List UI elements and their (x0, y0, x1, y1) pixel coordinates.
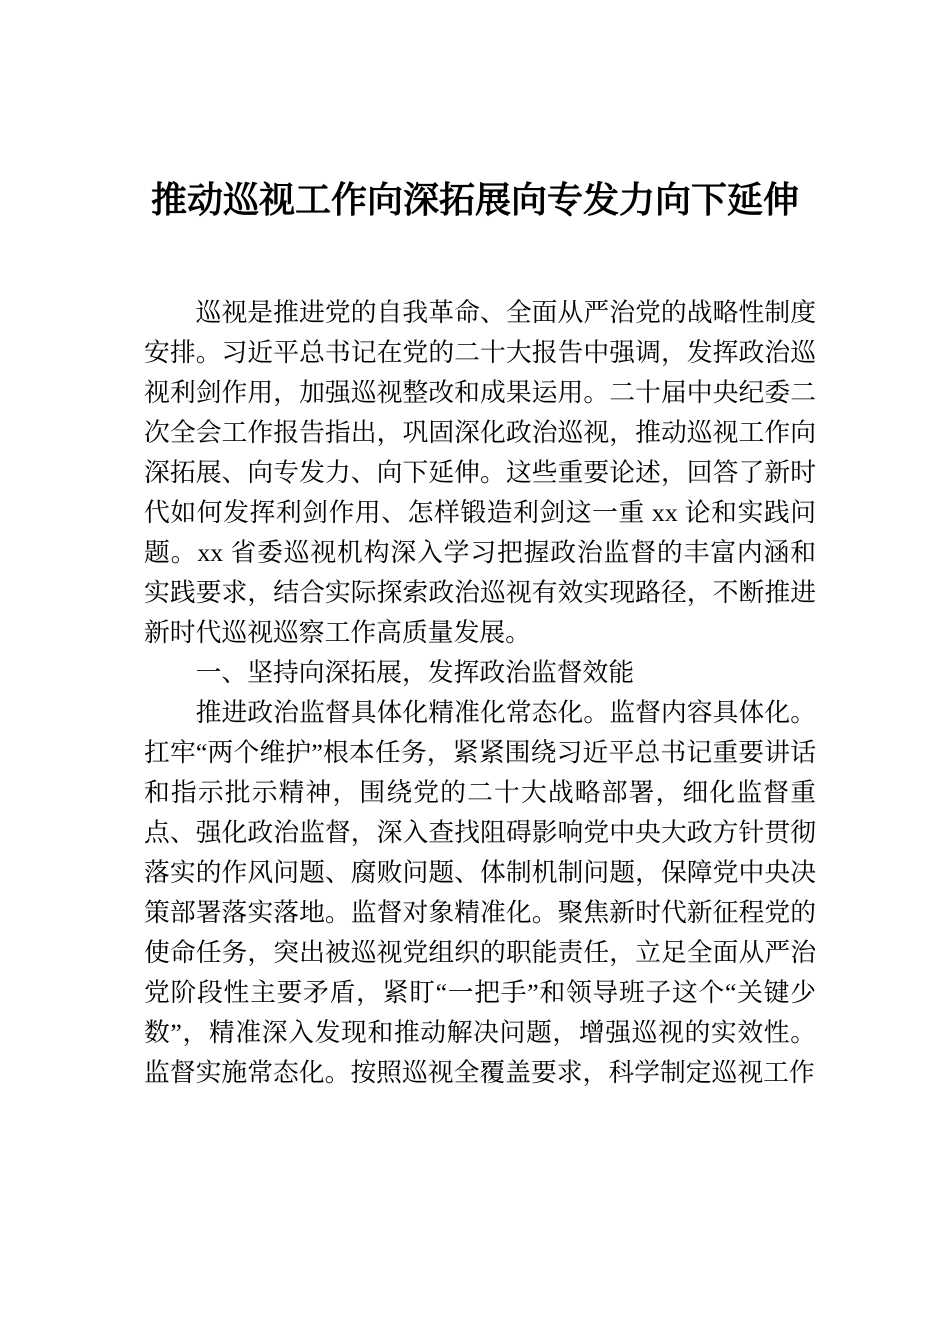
paragraph-section-body: 推进政治监督具体化精准化常态化。监督内容具体化。扛牢“两个维护”根本任务，紧紧围绕习近平总书记重要讲话和指示批示精神，围绕党的二十大战略部署，细化监督重点、强化政治监督，深入查找阻碍影响党中央大政方针贯彻落实的作风问题、腐败问题、体制机制问题，保障党中央决策部署落实落地。监督对象精准化。聚焦新时代新征程党的使命任务，突出被巡视党组织的职能责任，立足全面从严治党阶段性主要矛盾，紧盯“一把手”和领导班子这个“关键少数”，精准深入发现和推动解决问题，增强巡视的实效性。监督实施常态化。按照巡视全覆盖要求，科学制定巡视工作 (144, 698, 816, 1087)
document-body (144, 293, 816, 1093)
paragraph-section-heading: 一、坚持向深拓展，发挥政治监督效能 (195, 658, 635, 687)
document-title: 推动巡视工作向深拓展向专发力向下延伸 (150, 180, 799, 220)
paragraph-intro: 巡视是推进党的自我革命、全面从严治党的战略性制度安排。习近平总书记在党的二十大报告中强调，发挥政治巡视利剑作用，加强巡视整改和成果运用。二十届中央纪委二次全会工作报告指出，巩固深化政治巡视，推动巡视工作向深拓展、向专发力、向下延伸。这些重要论述，回答了新时代如何发挥利剑作用、怎样锻造利剑这一重 xx 论和实践问题。xx 省委巡视机构深入学习把握政治监督的丰富内涵和实践要求，结合实际探索政治巡视有效实现路径，不断推进新时代巡视巡察工作高质量发展。 (144, 298, 816, 647)
